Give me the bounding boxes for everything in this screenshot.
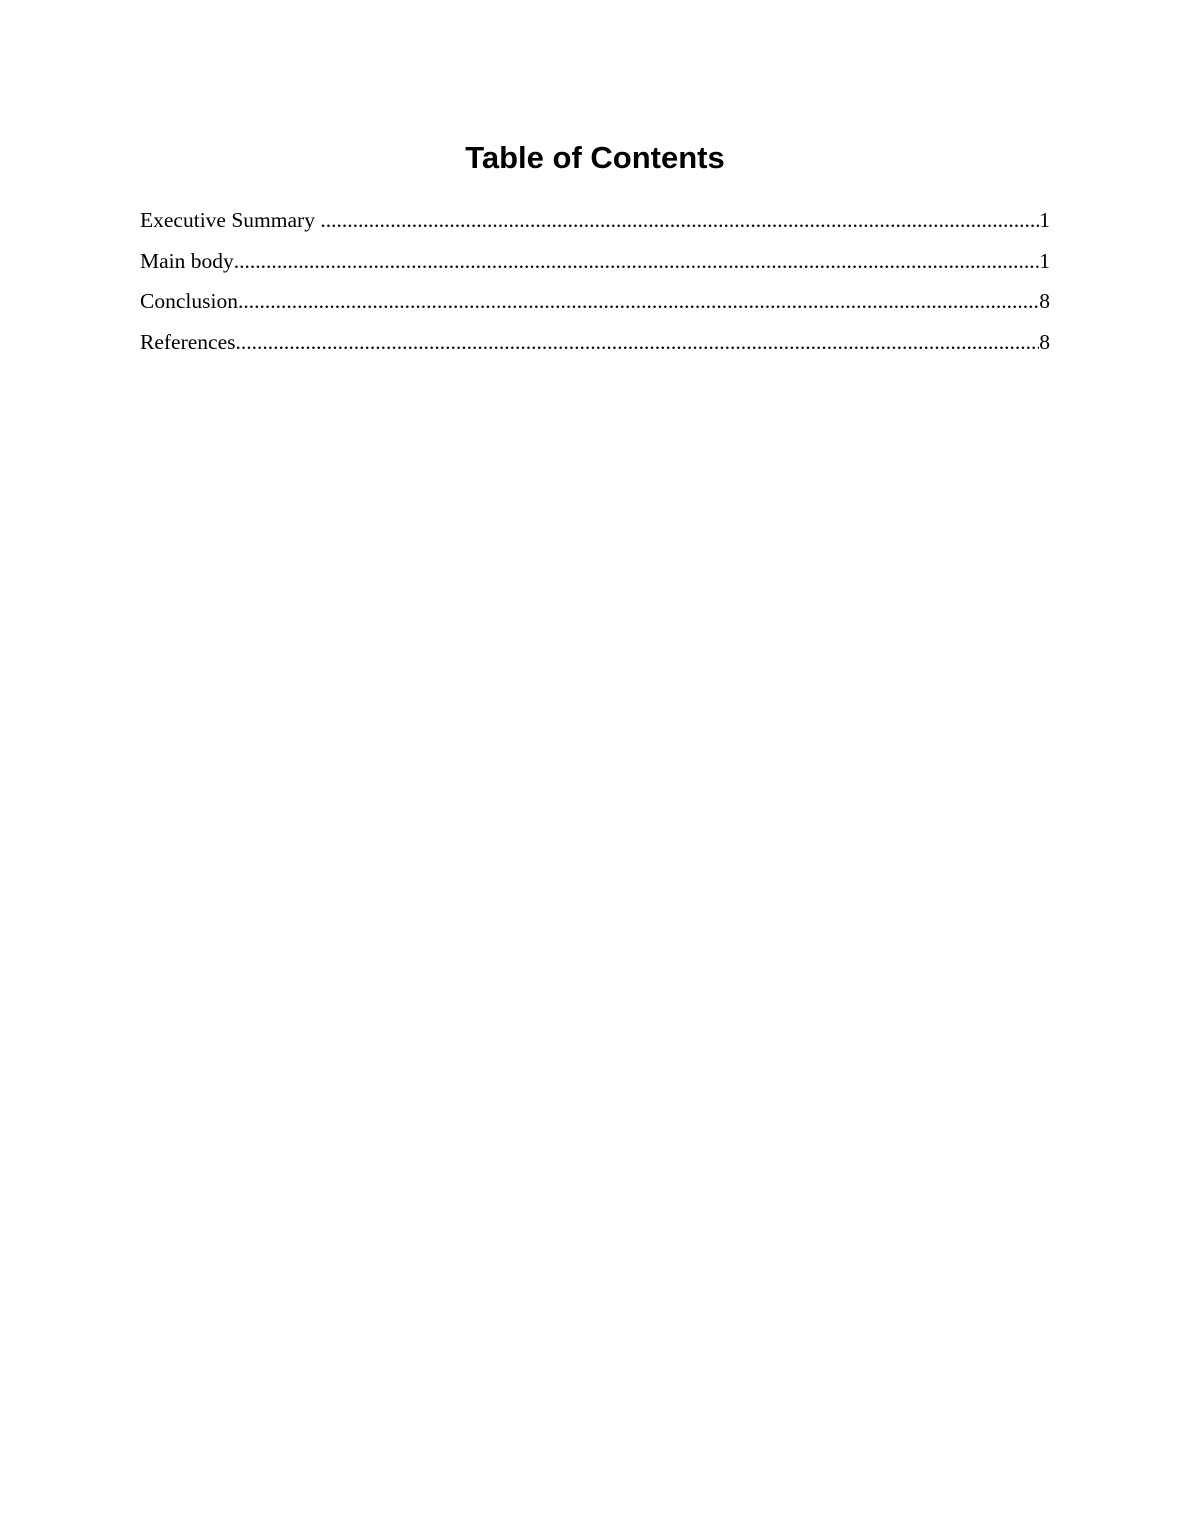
toc-title: Table of Contents: [465, 140, 725, 175]
toc-entry-label: Executive Summary: [140, 208, 321, 232]
toc-entry-page-number: 8: [1039, 289, 1050, 313]
toc-entry-conclusion[interactable]: [140, 281, 1050, 322]
toc-entry-page-number: 1: [1039, 208, 1050, 232]
toc-entry-page-number: 1: [1039, 248, 1050, 273]
toc-dot-leader: [234, 241, 1039, 281]
toc-entry-label: Conclusion: [140, 289, 238, 313]
toc-entry-page-number: 8: [1039, 329, 1050, 354]
toc-entry-label: References: [140, 329, 236, 354]
toc-entry-label: Main body: [140, 248, 234, 273]
toc-dot-leader: [320, 200, 1039, 240]
toc-list: [140, 200, 1050, 362]
toc-dot-leader: [238, 281, 1039, 321]
toc-entry-main-body[interactable]: [140, 241, 1050, 282]
toc-dot-leader: [236, 322, 1040, 362]
toc-entry-references[interactable]: [140, 322, 1050, 363]
toc-entry-executive-summary[interactable]: [140, 200, 1050, 241]
